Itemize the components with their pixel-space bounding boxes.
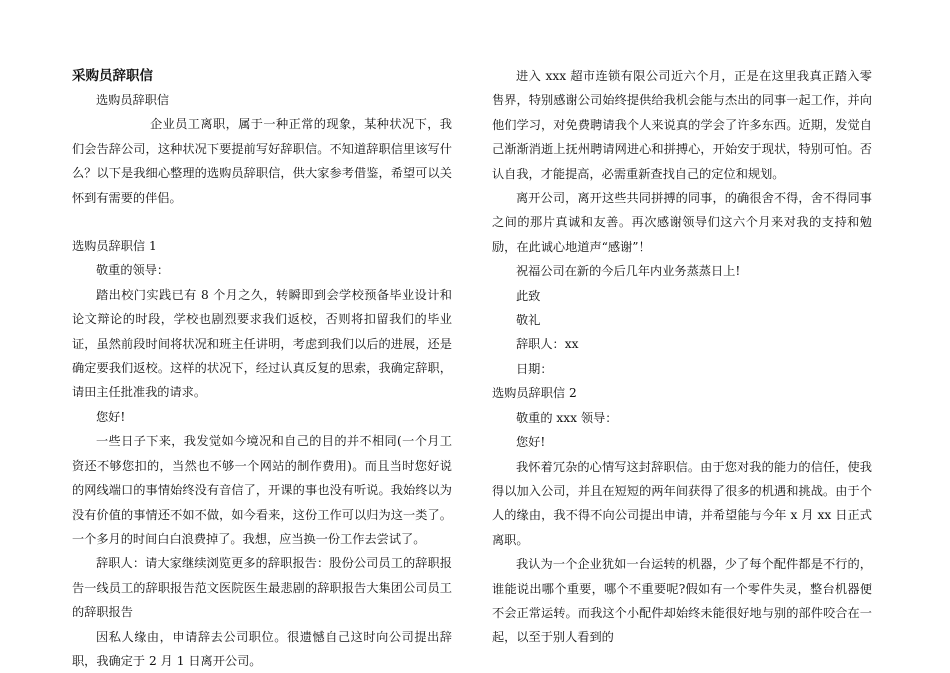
- closing-line-2: 敬礼: [516, 313, 541, 328]
- right-paragraph-1: 进入 xxx 超市连锁有限公司近六个月，正是在这里我真正踏入零售界，特别感谢公司始终提供给我机会能与杰出的同事一起工作，并向他们学习，对免费聘请我个人来说真的学会了许多东西。近期，发觉自己渐渐消逝上抚州聘请网进心和拼搏心，开始安于现状，特别可怕。否认自我，才能提高，必需重新查找自己的定位和规划。: [492, 69, 872, 181]
- letter2-paragraph-2: 我认为一个企业犹如一台运转的机器，少了每个配件都是不行的，谁能说出哪个重要，哪个不重要呢?假如有一个零件失灵，整台机器便不会正常运转。而我这个小配件却始终未能很好地与别的部件咬合在一起，以至于别人看到的: [492, 557, 872, 645]
- letter1-paragraph-2: 一些日子下来，我发觉如今境况和自己的目的并不相同(一个月工资还不够您扣的，当然也不够一个网站的制作费用)。而且当时您好说的网线端口的事情始终没有音信了，开课的事也没有听说。我始终以为没有价值的事情还不如不做，如今看来，这份工作可以归为这一类了。一个多月的时间白白浪费掉了。我想，应当换一份工作去尝试了。: [72, 434, 452, 546]
- letter1-hello: 您好!: [96, 409, 126, 424]
- letter1-heading: 选购员辞职信 1: [72, 239, 157, 254]
- date-line: 日期：: [516, 361, 553, 376]
- letter1-paragraph-4: 因私人缘由，申请辞去公司职位。很遗憾自己这时向公司提出辞职，我确定于 2 月 1 日离开公司。: [72, 629, 452, 668]
- signer-line: 辞职人：xx: [516, 337, 579, 352]
- intro-paragraph: 企业员工离职，属于一种正常的现象，某种状况下，我们会告辞公司，这种状况下要提前写好辞职信。不知道辞职信里该写什么？以下是我细心整理的选购员辞职信，供大家参考借鉴，希望可以关怀到有需要的伴侣。: [72, 117, 452, 205]
- right-column: [492, 64, 872, 650]
- letter1-greeting: 敬重的领导：: [96, 263, 170, 278]
- letter2-paragraph-1: 我怀着冗杂的心情写这封辞职信。由于您对我的能力的信任，使我得以加入公司，并且在短短的两年间获得了很多的机遇和挑战。由于个人的缘由，我不得不向公司提出申请，并希望能与今年 x 月 xx 日正式离职。: [492, 459, 872, 547]
- letter2-hello: 您好!: [516, 435, 546, 450]
- left-column: [72, 64, 452, 673]
- blank-line: [72, 210, 452, 234]
- right-paragraph-3: 祝福公司在新的今后几年内业务蒸蒸日上!: [516, 264, 741, 279]
- letter2-heading: 选购员辞职信 2: [492, 386, 577, 401]
- document-title: 采购员辞职信: [72, 68, 153, 84]
- right-paragraph-2: 离开公司，离开这些共同拼搏的同事，的确很舍不得，舍不得同事之间的那片真诚和友善。再次感谢领导们这六个月来对我的支持和勉励，在此诚心地道声“感谢”！: [492, 191, 872, 254]
- letter2-greeting: 敬重的 xxx 领导：: [516, 410, 618, 425]
- subtitle: 选购员辞职信: [96, 93, 170, 107]
- letter1-paragraph-3: 辞职人：请大家继续浏览更多的辞职报告：股份公司员工的辞职报告一线员工的辞职报告范文医院医生最悲剧的辞职报告大集团公司员工的辞职报告: [72, 556, 452, 620]
- letter1-paragraph-1: 踏出校门实践已有 8 个月之久，转瞬即到会学校预备毕业设计和论文辩论的时段，学校也剧烈要求我们返校，否则将扣留我们的毕业证，虽然前段时间将状况和班主任讲明，考虑到我们以后的进展，还是确定要我们返校。这样的状况下，经过认真反复的思索，我确定辞职，请田主任批准我的请求。: [72, 287, 452, 400]
- closing-line-1: 此致: [516, 288, 541, 303]
